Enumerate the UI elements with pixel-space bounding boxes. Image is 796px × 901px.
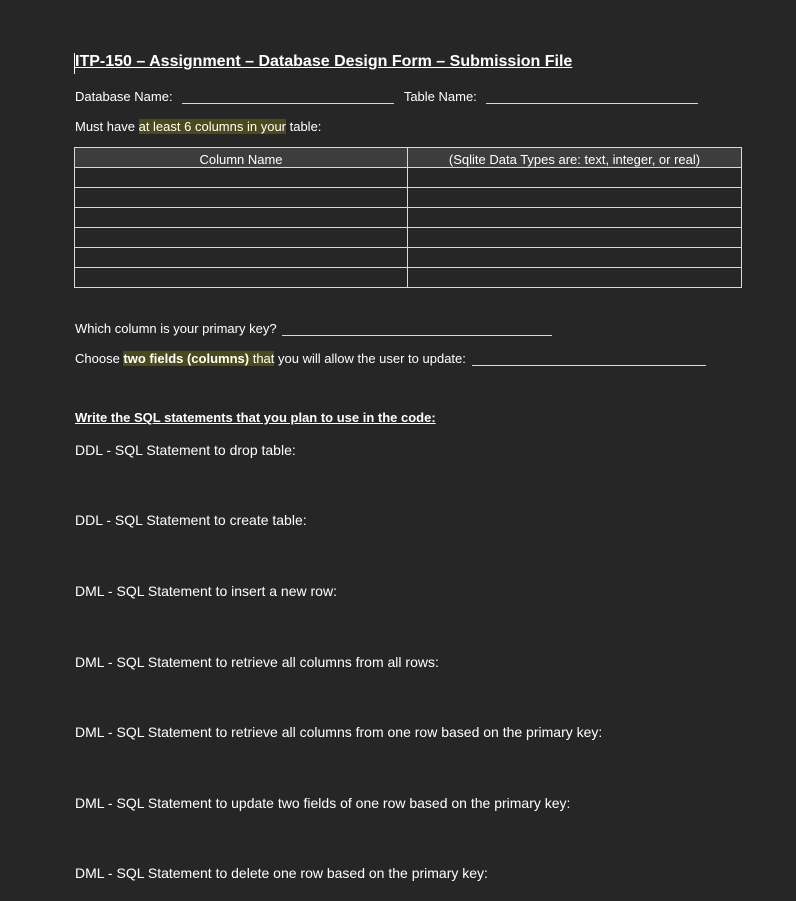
name-fields-line (75, 89, 698, 104)
data-type-cell[interactable] (408, 248, 742, 268)
stmt-delete-row: DML - SQL Statement to delete one row based on the primary key: (75, 865, 488, 881)
column-design-table (74, 147, 742, 288)
primary-key-blank[interactable] (282, 323, 552, 336)
data-type-cell[interactable] (408, 268, 742, 288)
update-fields-before: Choose (75, 351, 124, 366)
column-name-cell[interactable] (75, 168, 408, 188)
data-type-cell[interactable] (408, 208, 742, 228)
column-name-cell[interactable] (75, 228, 408, 248)
stmt-select-one: DML - SQL Statement to retrieve all columns from one row based on the primary key: (75, 724, 603, 740)
document-title: ITP-150 – Assignment – Database Design Form – Submission File (75, 53, 573, 70)
data-type-cell[interactable] (408, 228, 742, 248)
table-name-label: Table Name: (403, 89, 477, 104)
columns-note (75, 119, 321, 134)
update-fields-after: you will allow the user to update: (274, 351, 466, 366)
update-fields-line (75, 351, 706, 366)
primary-key-label: Which column is your primary key? (75, 321, 277, 336)
stmt-insert-row: DML - SQL Statement to insert a new row: (75, 583, 337, 599)
table-row (75, 248, 742, 268)
table-row (75, 168, 742, 188)
columns-note-highlight: at least 6 columns in your (138, 119, 286, 134)
table-row (75, 268, 742, 288)
stmt-create-table: DDL - SQL Statement to create table: (75, 512, 307, 528)
database-name-blank[interactable] (182, 91, 394, 104)
data-type-cell[interactable] (408, 188, 742, 208)
header-data-type: (Sqlite Data Types are: text, integer, or real) (408, 148, 742, 168)
sql-heading: Write the SQL statements that you plan to use in the code: (75, 410, 436, 425)
table-header-row (75, 148, 742, 168)
column-name-cell[interactable] (75, 248, 408, 268)
update-fields-bold: two fields (columns) (123, 351, 250, 366)
database-name-label: Database Name: (75, 89, 173, 104)
column-name-cell[interactable] (75, 268, 408, 288)
table-row (75, 188, 742, 208)
column-name-cell[interactable] (75, 208, 408, 228)
header-column-name: Column Name (75, 148, 408, 168)
data-type-cell[interactable] (408, 168, 742, 188)
table-row (75, 228, 742, 248)
columns-note-before: Must have (75, 119, 139, 134)
stmt-update-row: DML - SQL Statement to update two fields of one row based on the primary key: (75, 795, 571, 811)
columns-note-after: table: (286, 119, 322, 134)
update-fields-blank[interactable] (472, 353, 706, 366)
table-row (75, 208, 742, 228)
stmt-select-all: DML - SQL Statement to retrieve all columns from all rows: (75, 654, 439, 670)
table-name-blank[interactable] (486, 91, 698, 104)
primary-key-line (75, 321, 552, 336)
column-name-cell[interactable] (75, 188, 408, 208)
stmt-drop-table: DDL - SQL Statement to drop table: (75, 442, 296, 458)
update-fields-highlight-tail: that (249, 351, 275, 366)
